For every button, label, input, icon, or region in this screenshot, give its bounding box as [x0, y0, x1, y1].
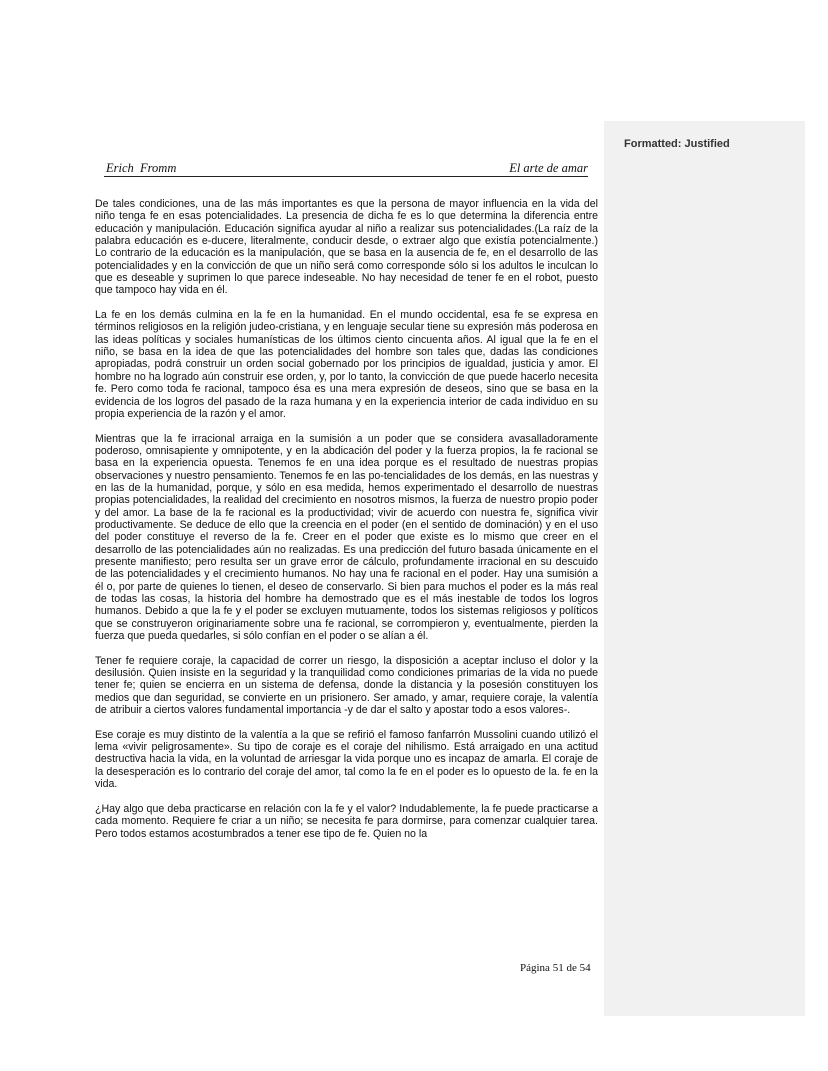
header-book-title: El arte de amar [509, 161, 588, 175]
running-header [104, 160, 588, 177]
paragraph: Tener fe requiere coraje, la capacidad de correr un riesgo, la disposición a aceptar incluso el dolor y la desilusión. Quien insiste en la seguridad y la tranquilidad como condiciones primarias de la vida no puede tener fe; quien se encierra en un sistema de defensa, donde la distancia y la posesión constituyen los medios que dan seguridad, se convierte en un prisionero. Ser amado, y amar, requiere coraje, la valentía de atribuir a ciertos valores fundamental importancia -y de dar el salto y apostar todo a esos valores-. [95, 654, 598, 717]
comment-pane-title: Formatted: Justified [624, 138, 730, 150]
comment-pane [604, 121, 805, 1016]
page-number: Página 51 de 54 [520, 962, 591, 974]
paragraph: De tales condiciones, una de las más importantes es que la persona de mayor influencia en la vida del niño tenga fe en esas potencialidades. La presencia de dicha fe es lo que determina la diferencia entre educación y manipulación. Educación significa ayudar al niño a realizar sus potencialidades.(La raíz de la palabra educación es e-ducere, literalmente, conducir desde, o extraer algo que existía potencialmente.) Lo contrario de la educación es la manipulación, que se basa en la ausencia de fe, en el desarrollo de las potencialidades y en la convicción de que un niño será como corresponde sólo si los adultos le inculcan lo que es deseable y suprimen lo que parece indeseable. No hay necesidad de tener fe en el robot, puesto que tampoco hay vida en él. [95, 198, 598, 297]
header-author: Erich Fromm [106, 161, 177, 175]
paragraph: Mientras que la fe irracional arraiga en la sumisión a un poder que se considera avasalladoramente poderoso, omnisapiente y omnipotente, y en la abdicación del poder y la fuerza propios, la fe racional se basa en la experiencia opuesta. Tenemos fe en una idea porque es el resultado de nuestras propias observaciones y nuestro pensamiento. Tenemos fe en las po-tencialidades de los demás, en las nuestras y en las de la humanidad, porque, y sólo en esa medida, hemos experimentado el desarrollo de nuestras propias potencialidades, la realidad del crecimiento en nosotros mismos, la fuerza de nuestro propio poder y del amor. La base de la fe racional es la productividad; vivir de acuerdo con nuestra fe, significa vivir productivamente. Se deduce de ello que la creencia en el poder (en el sentido de dominación) y en el uso del poder constituye el reverso de la fe. Creer en el poder que existe es lo mismo que creer en el desarrollo de las potencialidades aún no realizadas. Es una predicción del futuro basada únicamente en el presente manifiesto; pero resulta ser un grave error de cálculo, profundamente irracional en su descuido de las potencialidades y el crecimiento humanos. No hay una fe racional en el poder. Hay una sumisión a él o, por parte de quienes lo tienen, el deseo de conservarlo. Si bien para muchos el poder es la más real de todas las cosas, la historia del hombre ha demostrado que es el más inestable de todos los logros humanos. Debido a que la fe y el poder se excluyen mutuamente, todos los sistemas religiosos y políticos que se construyeron originariamente sobre una fe racional, se corrompieron y, eventualmente, pierden la fuerza que pueda quedarles, si sólo confían en el poder o se alían a él. [95, 432, 598, 643]
paragraph: Ese coraje es muy distinto de la valentía a la que se refirió el famoso fanfarrón Mussolini cuando utilizó el lema «vivir peligrosamente». Su tipo de coraje es el coraje del nihilismo. Está arraigado en una actitud destructiva hacia la vida, en la voluntad de arriesgar la vida porque uno es incapaz de amarla. El coraje de la desesperación es lo contrario del coraje del amor, tal como la fe en el poder es lo opuesto de la. fe en la vida. [95, 728, 598, 791]
paragraph: ¿Hay algo que deba practicarse en relación con la fe y el valor? Indudablemente, la fe puede practicarse a cada momento. Requiere fe criar a un niño; se necesita fe para dormirse, para comenzar cualquier tarea. Pero todos estamos acostumbrados a tener ese tipo de fe. Quien no la [95, 802, 598, 840]
body-text [95, 198, 598, 852]
paragraph: La fe en los demás culmina en la fe en la humanidad. En el mundo occidental, esa fe se expresa en términos religiosos en la religión judeo-cristiana, y en lenguaje secular tiene su expresión más poderosa en las ideas políticas y sociales humanísticas de los últimos ciento cincuenta años. Al igual que la fe en el niño, se basa en la idea de que las potencialidades del hombre son tales que, dadas las condiciones apropiadas, podrá construir un orden social gobernado por los principios de igualdad, justicia y amor. El hombre no ha logrado aún construir ese orden, y, por lo tanto, la convicción de que puede hacerlo necesita fe. Pero como toda fe racional, tampoco ésa es una mera expresión de deseos, sino que se basa en la evidencia de los logros del pasado de la raza humana y en la experiencia interior de cada individuo en su propia experiencia de la razón y el amor. [95, 309, 598, 420]
